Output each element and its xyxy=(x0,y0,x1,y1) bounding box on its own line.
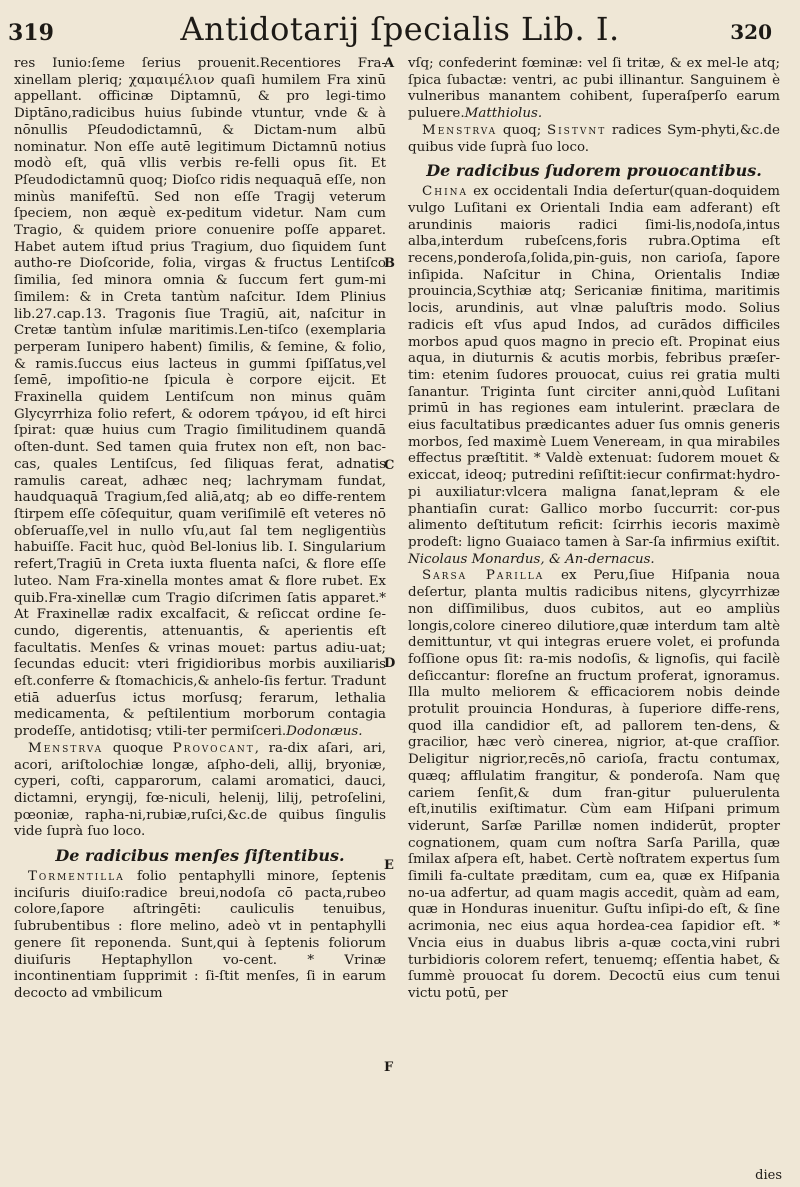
paragraph-text: res Iunio:ſeme ſerius prouenit.Recentiores Fra-xinellam pleriq; χαμαιμέλιον quaſi humilem Fra xinū appellant. officinæ Diptamnū, & pro legi-timo Diptāno,radicibus huius ſubinde vtuntur, vnde & à nōnullis Pſeudodictamnū, & Dictam-num albū nominatur. Non eſſe autē legitimum Dictamnū notius modò eſt, quā vllis verbis re-felli opus ſit. Et Pſeudodictamnū quoq; Dioſco ridis nequaquā eſſe, non minùs manifeſtū. Sed non eſſe Tragij veterum ſpeciem, non æquè ex-peditum videtur. Nam cum Tragio, & quidem priore conuenire poſſe apparet. Habet autem iſtud prius Tragium, duo ſiquidem ſunt autho-re Dioſcoride, folia, virgas & fructus Lentiſco ſimilia, ſed minora omnia & ſuccum fert gum-mi ſimilem: & in Creta tantùm naſcitur. Idem Plinius lib.27.cap.13. Tragonis ſiue Tragiū, ait, naſcitur in Cretæ tantùm inſulæ maritimis.Len-tiſco (exemplaria perperam Iunipero habent) ſimilis, & ſemine, & folio, & ramis.ſuccus eius lacteus in gummi ſpiſſatus,vel ſemē, impoſitio-ne ſpicula è corpore eijcit. Et Fraxinella quidem Lentiſcum non minus quām Glycyrrhiza folio refert, & odorem τράγου, id eſt hirci ſpirat: quæ huius cum Tragio ſimilitudinem quandā oſten-dunt. Sed tamen quia frutex non eſt, non bac-cas, quales Lentiſcus, ſed ſiliquas ferat, adnatis ramulis careat, adhæc neq; lachrymam fundat, haudquaquā Tragium,ſed aliā,atq; ab eo diffe-rentem ſtirpem eſſe cōſequitur, quam veriſimilē eſt veteres nō obſeruaſſe,vel in nullo vſu,aut ſal tem negligentiùs habuiſſe. Facit huc, quòd Bel-lonius lib. I. Singularium refert,Tragiū in Creta iuxta fluenta naſci, & flore eſſe luteo. Nam Fra-xinella montes amat & flore rubet. Ex quib.Fra-xinellæ cum Tragio diſcrimen ſatis apparet.* At Fraxinellæ radix excalfacit, & reſiccat ordine ſe-cundo, digerentis, attenuantis, & aperientis eſt facultatis. Menſes & vrinas mouet: partus adiu-uat; ſecundas educit: vteri frigidioribus morbis auxiliaris eſt.conferre & ſtomachicis,& anhelo-ſis fertur. Tradunt etiā aduerſus ictus morſusq; ferarum, lethalia medicamenta, & peſtilentium morborum contagia prodeſſe, antidotisq; vtili-ter permiſceri. xyxy=(14,56,386,740)
margin-letter: C xyxy=(384,458,395,473)
paragraph-text: ex Peru,ſiue Hiſpania noua deſertur, planta multis radicibus nitens, glycyrrhizæ non diſſimilibus, duos cubitos, aut eo ampliùs longis,colore cinereo dilutiore,quæ interdum tam altè demittuntur, vt qui integras eruere volet, ei profunda foſſione opus ſit: ra-mis nodoſis, & lignoſis, qui facilè deſiccantur: floreſne an fructum proferat, ignoramus. Illa multo meliorem & efficaciorem nobis deinde protulit prouincia Honduras, à ſuperiore diffe-rens, quod illa candidior eſt, ad pallorem ten-dens, & gracilior, hæc verò cinerea, nigrior, at-que craſſior. Deligitur nigrior,recēs,nō carioſa, fractu contumax, quæq; afflulatim frangitur, & ponderoſa. Nam quę cariem ſenſit,& dum fran-gitur puluerulenta eſt,inutilis exiſtimatur. Cùm eam Hiſpani primum viderunt, Sarſæ Parillæ nomen indiderūt, propter cognationem, quam cum noſtra Sarſa Parilla, quæ ſmilax aſpera eſt, habet. Certè noſtratem expertus ſum ſimili fa-cultate præditam, cum ea, quæ ex Hiſpania no-ua adfertur, ad quam magis accedit, quàm ad eam, quæ in Honduras inuenitur. Guſtu inſipi-do eſt, & ſine acrimonia, nec eius aqua hordea-cea ſapidior eſt. * Vncia eius in duabus libris a-quæ cocta,vini rubri turbidioris colorem refert, tenuemq; eſſentia habet, & ſummè prouocat ſu dorem. Decoctū eius cum tenui victu potū, per xyxy=(408,568,780,1001)
section-heading: De radicibus ſudorem prouocantibus. xyxy=(426,161,762,181)
page-number-right: 320 xyxy=(730,20,772,44)
catchword: dies xyxy=(755,1168,782,1183)
lead-word: China xyxy=(422,184,469,200)
paragraph-sarsa-parilla xyxy=(408,568,780,1002)
left-column xyxy=(14,56,386,1003)
paragraph-china xyxy=(408,184,780,568)
page-number-left: 319 xyxy=(8,20,54,46)
right-column xyxy=(408,56,780,1003)
paragraph-text: , ra-dix aſari, ari, acori, ariſtolochiæ longæ, aſpho-deli, allij, bryoniæ, cyperi, coſti, capparorum, calami aromatici, dauci, dictamni, eryngij, fœ-niculi, helenij, lilij, petroſelini, pœoniæ, rapha-ni,rubiæ,ruſci,&c.de quibus ſingulis vide ſuprà ſuo loco. xyxy=(14,740,386,840)
lead-word: Provocant xyxy=(172,740,255,756)
margin-letter: E xyxy=(384,858,394,873)
citation: Dodonæus. xyxy=(286,724,363,740)
running-header xyxy=(0,0,800,58)
citation: Nicolaus Monardus, & An-dernacus. xyxy=(408,551,655,567)
paragraph-text: ex occidentali India deſertur(quan-doquidem vulgo Luſitani ex Orientali India eam adferant) eſt arundinis maioris radici ſimi-lis,nodoſa,intus alba,interdum rubeſcens,foris rubra.Optima eſt recens,ponderoſa,ſolida,pin-guis, non carioſa, ſapore inſipida. Naſcitur in China, Orientalis Indiæ prouincia,Scythiæ atq; Sericaniæ finitima, maritimis locis, arundinis, aut vlnæ paluſtris modo. Solius radicis eſt vſus apud Indos, ad curādos difficiles morbos apud quos magno in precio eſt. Propinat eius aqua, in diuturnis & acutis morbis, febribus præſer-tim: etenim ſudores prouocat, cuius rei gratia multi ſanantur. Triginta ſunt circiter anni,quòd Luſitani primū in has regiones eam intulerint. præclara de eius facultatibus prædicantes aduer ſus omnis generis morbos, ſed maximè Luem Veneream, in qua mirabiles effectus præſtitit. * Valdè extenuat: ſudorem mouet & exiccat, ideoq; putredini reſiſtit:iecur confirmat:hydro-pi auxiliatur:vlcera maligna ſanat,lepram & ele phantiaſin curat: Gallico morbo ſuccurrit: cor-pus alimento deſtitutum reficit: ſcirrhis iecoris maximè prodeſt: ligno Guaiaco tamen à Sar-ſa infirmius exiſtit. xyxy=(408,184,780,550)
lead-word: Tormentilla xyxy=(28,869,125,885)
running-title: Antidotarij ſpecialis Lib. I. xyxy=(180,10,620,48)
margin-letter: B xyxy=(384,256,395,271)
paragraph-text: radices Sym-phyti,&c.de quibus vide ſuprà ſuo loco. xyxy=(408,122,780,155)
paragraph-fraxinella xyxy=(14,56,386,741)
lead-word: Sistvnt xyxy=(546,122,607,138)
connector-text: quoque xyxy=(103,740,173,756)
margin-letter: A xyxy=(384,56,395,71)
paragraph-menstrua-sistunt xyxy=(408,123,780,156)
connector-text: quoq; xyxy=(497,122,547,138)
margin-letter: F xyxy=(384,1060,394,1075)
paragraph-text: folio pentaphylli minore, ſeptenis inciſuris diuiſo:radice breui,nodoſa cō pacta,rubeo colore,ſapore aſtringēti: cauliculis tenuibus, ſubrubentibus : flore melino, adeò vt in pentaphylli genere ſit reponenda. Sunt,qui à ſeptenis foliorum diuiſuris Heptaphyllon vo-cent. * Vrinæ incontinentiam ſupprimit : ſi-ſtit menſes, ſi in earum decocto ad vmbilicum xyxy=(14,869,386,1001)
section-heading: De radicibus menſes ſiſtentibus. xyxy=(55,846,345,866)
citation: Matthiolus. xyxy=(464,106,543,122)
margin-letters xyxy=(378,56,404,1156)
paragraph-tormentilla xyxy=(14,869,386,1003)
paragraph-menstrua-provocant xyxy=(14,741,386,841)
paragraph-text: vſq; confederint fœminæ: vel ſi tritæ, & ex mel-le atq; ſpica ſubactæ: ventri, ac pubi illinantur. Sanguinem è vulneribus manantem cohibent, ſuperaſperſo earum puluere. xyxy=(408,56,780,122)
lead-word: Menstrva xyxy=(28,740,104,756)
lead-word: Menstrva xyxy=(422,122,498,138)
margin-letter: D xyxy=(384,656,396,671)
paragraph-continued xyxy=(408,56,780,123)
lead-word: Sarsa Parilla xyxy=(422,568,545,584)
